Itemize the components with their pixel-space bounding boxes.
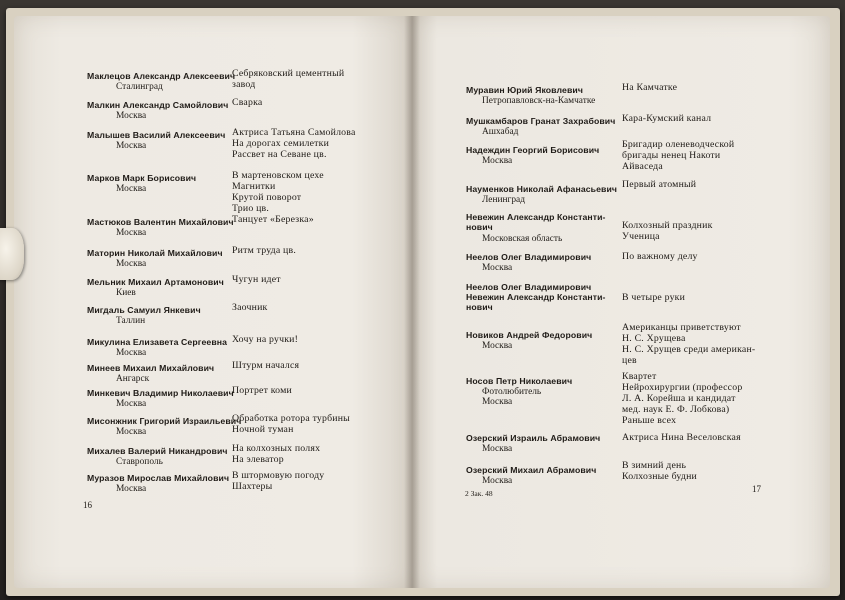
text-line: Неелов Олег Владимирович [466, 282, 592, 292]
work-titles [232, 360, 299, 371]
text-line: На элеватор [232, 454, 284, 465]
text-line: Озерский Михаил Абрамович [466, 465, 597, 475]
work-titles [232, 127, 356, 160]
contributor-city: Таллин [116, 316, 146, 326]
text-line: Минеев Михаил Михайлович [87, 363, 215, 373]
work-titles [232, 443, 320, 465]
text-line: мед. наук Е. Ф. Лобкова) [622, 404, 730, 415]
work-titles [622, 220, 713, 242]
text-line: Михалев Валерий Никандрович [87, 446, 228, 456]
work-titles [622, 460, 697, 482]
text-line: Мушкамбаров Гранат Захрабович [466, 116, 616, 126]
text-line: Н. С. Хрущева [622, 333, 686, 344]
text-line: Невежин Александр Константи- [466, 212, 606, 222]
text-line: нович [466, 222, 493, 232]
text-line: Трио цв. [232, 203, 270, 214]
work-titles [232, 385, 292, 396]
work-titles [232, 68, 344, 90]
contributor-city: Ангарск [116, 374, 150, 384]
text-line: цев [622, 355, 637, 366]
text-line: Ночной туман [232, 424, 294, 435]
text-line: Марков Марк Борисович [87, 173, 197, 183]
text-line: Мельник Михаил Артамонович [87, 277, 224, 287]
contributor-city: Москва [116, 484, 147, 494]
contributor-name [87, 248, 223, 258]
contributor-city [482, 341, 512, 351]
contributor-city: Ставрополь [116, 457, 163, 467]
text-line: Москва [482, 476, 513, 486]
contributor-city [482, 234, 562, 244]
text-line: Бригадир оленеводческой [622, 139, 735, 150]
text-line: Маторин Николай Михайлович [87, 248, 223, 258]
work-titles [622, 179, 696, 190]
contributor-name [466, 212, 606, 232]
contributor-name [87, 71, 235, 81]
signature-mark: 2 Зак. 48 [465, 489, 493, 498]
text-line: Актриса Татьяна Самойлова [232, 127, 356, 138]
contributor-name [87, 173, 196, 183]
work-titles [232, 334, 298, 345]
text-line: Москва [482, 397, 513, 407]
work-titles [232, 470, 324, 492]
text-line: Фотолюбитель [482, 387, 542, 397]
contributor-city [482, 96, 595, 106]
text-line: В зимний день [622, 460, 687, 471]
text-line: Обработка ротора турбины [232, 413, 350, 424]
text-line: Озерский Израиль Абрамович [466, 433, 601, 443]
contributor-city: Москва [116, 399, 147, 409]
text-line: Хочу на ручки! [232, 334, 299, 345]
page-number: 16 [83, 500, 92, 510]
text-line: Минкевич Владимир Николаевич [87, 388, 234, 398]
contributor-name [466, 433, 600, 443]
contributor-name [87, 277, 224, 287]
text-line: Москва [482, 263, 513, 273]
text-line: Мастюков Валентин Михайлович [87, 217, 234, 227]
text-line: завод [232, 79, 256, 90]
text-line: Кара-Кумский канал [622, 113, 712, 124]
text-line: Ритм труда цв. [232, 245, 296, 256]
text-line: Айвaседа [622, 161, 663, 172]
text-line: Актриса Нина Веселовская [622, 432, 741, 443]
work-titles [622, 432, 741, 443]
text-line: Американцы приветствуют [622, 322, 741, 333]
work-titles [232, 413, 350, 435]
text-line: На дорогах семилетки [232, 138, 330, 149]
text-line: Москва [482, 341, 513, 351]
contributor-name [87, 363, 214, 373]
contributor-city: Москва [116, 141, 147, 151]
text-line: Раньше всех [622, 415, 677, 426]
work-titles [622, 371, 742, 426]
text-line: Магнитки [232, 181, 276, 192]
contributor-name [87, 130, 225, 140]
text-line: Муравин Юрий Яковлевич [466, 85, 583, 95]
text-line: Невежин Александр Константи- [466, 292, 606, 302]
contributor-name [87, 305, 201, 315]
contributor-name [87, 388, 234, 398]
text-line: Носов Петр Николаевич [466, 376, 573, 386]
text-line: Надеждин Георгий Борисович [466, 145, 600, 155]
text-line: Петропавловск-на-Камчатке [482, 96, 596, 106]
contributor-name [87, 473, 229, 483]
work-titles [622, 251, 698, 262]
text-line: Л. А. Корейша и кандидат [622, 393, 736, 404]
text-line: На колхозных полях [232, 443, 321, 454]
text-line: Н. С. Хрущев среди американ- [622, 344, 756, 355]
work-titles [232, 214, 314, 225]
contributor-city [482, 127, 518, 137]
contributor-name [87, 416, 241, 426]
contributor-city [482, 387, 541, 407]
text-line: Заочник [232, 302, 268, 313]
text-line: Неелов Олег Владимирович [466, 252, 592, 262]
text-line: Москва [482, 444, 513, 454]
contributor-city: Киев [116, 288, 136, 298]
text-line: Малышев Василий Алексеевич [87, 130, 226, 140]
text-line: Ленинград [482, 195, 525, 205]
text-line: Портрет коми [232, 385, 292, 396]
text-line: Квартет [622, 371, 657, 382]
work-titles [622, 139, 734, 172]
text-line: Нейрохирургии (профессор [622, 382, 743, 393]
work-titles [622, 322, 755, 366]
contributor-name [466, 376, 572, 386]
text-line: бригады ненец Накоти [622, 150, 721, 161]
text-line: Колхозные будни [622, 471, 697, 482]
contributor-name [466, 330, 592, 340]
text-line: По важному делу [622, 251, 698, 262]
contributor-city: Москва [116, 427, 147, 437]
work-titles [622, 113, 711, 124]
contributor-name [466, 465, 596, 475]
contributor-name [466, 184, 617, 194]
text-line: Сварка [232, 97, 263, 108]
text-line: В мартеновском цехе [232, 170, 324, 181]
text-line: В штормовую погоду [232, 470, 325, 481]
contributor-name [466, 85, 583, 95]
text-line: нович [466, 302, 493, 312]
contributor-city: Москва [116, 184, 147, 194]
text-line: Колхозный праздник [622, 220, 713, 231]
text-line: Штурм начался [232, 360, 300, 371]
work-titles [622, 292, 685, 303]
text-line: Малкин Александр Самойлович [87, 100, 229, 110]
page-number: 17 [752, 484, 761, 494]
work-titles [232, 245, 296, 256]
contributor-name [466, 252, 591, 262]
left-page [14, 16, 412, 588]
work-titles [232, 302, 267, 313]
contributor-name [466, 282, 606, 312]
contributor-city: Москва [116, 111, 147, 121]
contributor-name [87, 100, 228, 110]
contributor-name [466, 145, 599, 155]
text-line: Науменков Николай Афанасьевич [466, 184, 618, 194]
text-line: Муразов Мирослав Михайлович [87, 473, 230, 483]
text-line: Мисонжник Григорий Израильевич [87, 416, 242, 426]
text-line: Мигдаль Самуил Янкевич [87, 305, 201, 315]
contributor-city [482, 444, 512, 454]
contributor-name [466, 116, 615, 126]
text-line: Московская область [482, 234, 563, 244]
text-line: На Камчатке [622, 82, 678, 93]
text-line: Маклецов Александр Алексеевич [87, 71, 236, 81]
text-line: Первый атомный [622, 179, 697, 190]
contributor-name [87, 217, 234, 227]
text-line: Ашхабад [482, 127, 519, 137]
contributor-city: Москва [116, 259, 147, 269]
work-titles [232, 97, 262, 108]
text-line: Крутой поворот [232, 192, 302, 203]
binding-clip [0, 228, 24, 280]
book-gutter [404, 16, 420, 588]
text-line: Рассвет на Севане цв. [232, 149, 327, 160]
contributor-city [482, 476, 512, 486]
text-line: Танцует «Березка» [232, 214, 314, 225]
text-line: Новиков Андрей Федорович [466, 330, 593, 340]
text-line: Ученица [622, 231, 660, 242]
work-titles [232, 170, 324, 214]
contributor-city: Москва [116, 348, 147, 358]
contributor-city: Сталинград [116, 82, 163, 92]
contributor-city: Москва [116, 228, 147, 238]
text-line: Микулина Елизавета Сергеевна [87, 337, 228, 347]
contributor-city [482, 156, 512, 166]
work-titles [232, 274, 281, 285]
contributor-name [87, 337, 227, 347]
contributor-name [87, 446, 228, 456]
work-titles [622, 82, 677, 93]
text-line: Себряковский цементный [232, 68, 345, 79]
text-line: Шахтеры [232, 481, 273, 492]
right-page [412, 16, 830, 588]
contributor-city [482, 263, 512, 273]
text-line: В четыре руки [622, 292, 686, 303]
text-line: Москва [482, 156, 513, 166]
text-line: Чугун идет [232, 274, 281, 285]
contributor-city [482, 195, 525, 205]
